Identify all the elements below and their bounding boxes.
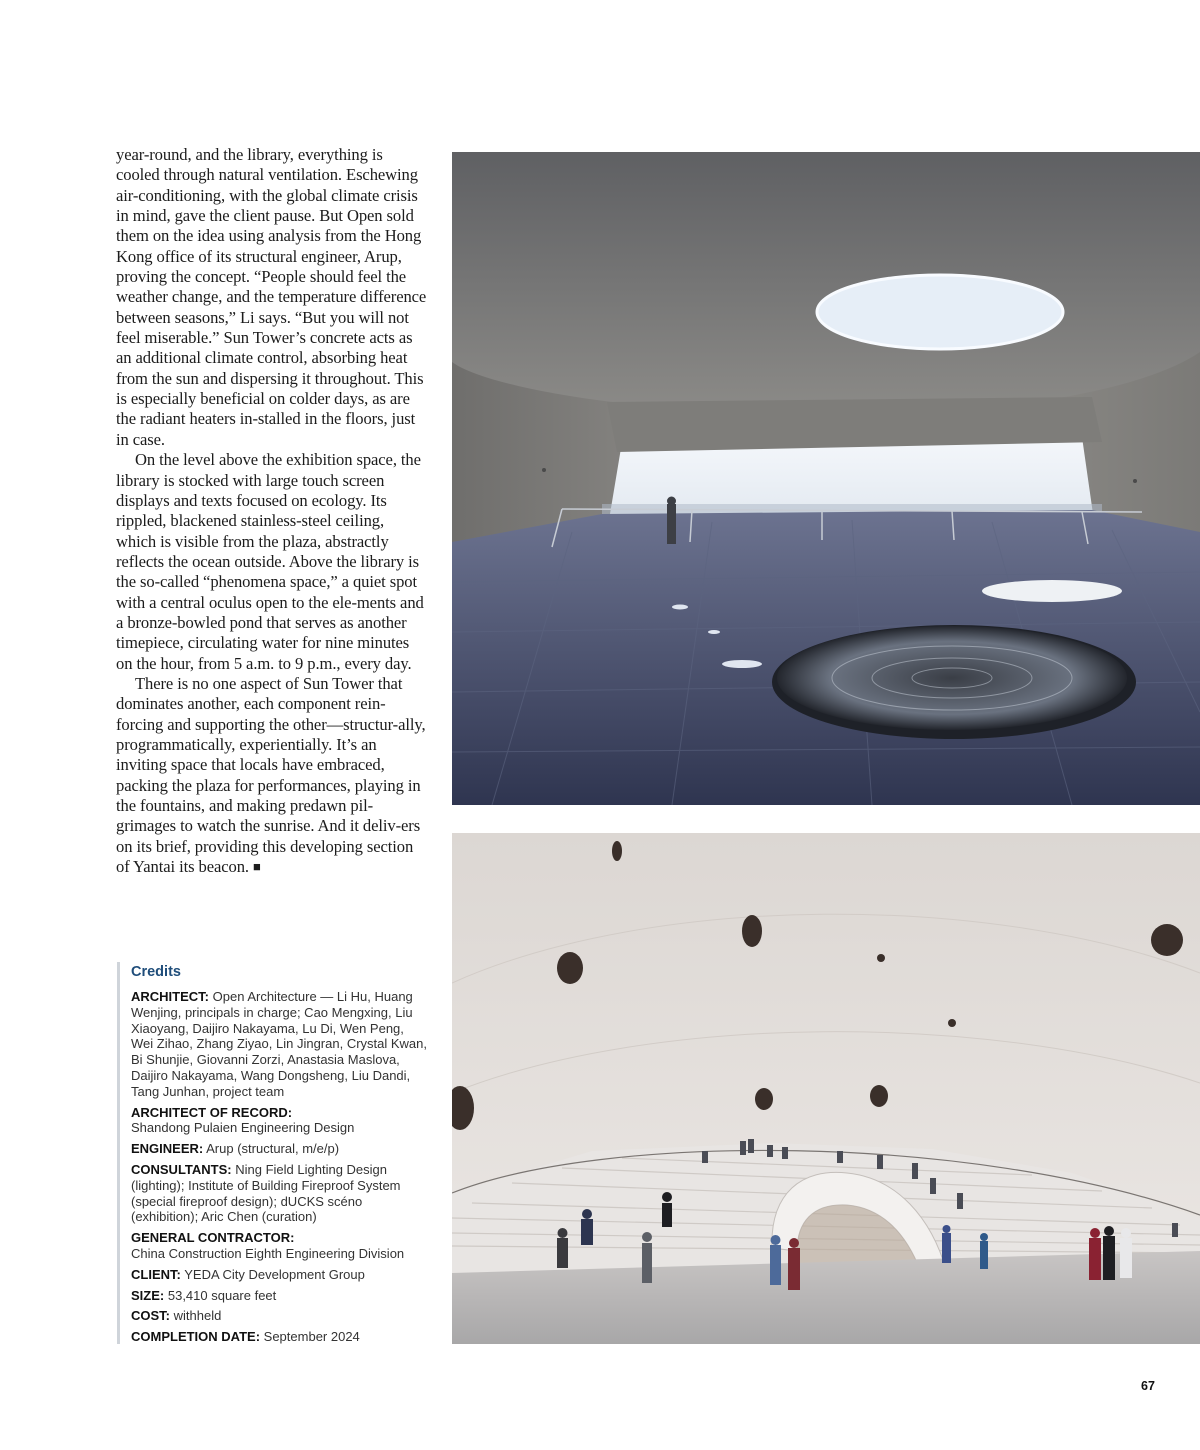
credit-entry-general-contractor [131, 1230, 429, 1262]
article-paragraph: year-round, and the library, everything is cooled through natural ventilation. Eschewing air-conditioning, with the global climate crisis in mind, gave the client pause. But Open sold them on the idea using analysis from the Hong Kong office of its structural engineer, Arup, proving the concept. “People should feel the weather change, and the temperature difference between seasons,” Li says. “But you will not feel miserable.” Sun Tower’s concrete acts as an additional climate control, absorbing heat from the sun and dispersing it throughout. This is especially beneficial on colder days, as are the radiant heaters in-stalled in the floors, just in case. [116, 145, 427, 449]
credit-value: 53,410 square feet [167, 1287, 277, 1303]
credit-entry-consultants [131, 1162, 429, 1225]
credit-value: Ning Field Lighting Design (lighting); Institute of Building Fireproof System (special fireproof design); dUCKS scéno (exhibition); Aric Chen (curation) [131, 1161, 401, 1225]
article-body [116, 145, 428, 877]
credit-label: CLIENT: [131, 1266, 181, 1282]
credit-value: September 2024 [263, 1329, 360, 1345]
credit-value: Shandong Pulaien Engineering Design [131, 1120, 355, 1136]
credit-entry-architect-of-record [131, 1105, 429, 1137]
credit-entry-client [131, 1267, 429, 1283]
photo-amphitheater-interior [452, 833, 1200, 1344]
article-paragraph-text: There is no one aspect of Sun Tower that dominates another, each component rein-forcing and supporting the other—structur-ally, programmatically, experientially. It’s an inviting space that locals have embraced, packing the plaza for performances, playing in the fountains, and making predawn pil-grimages to watch the sunrise. And it deliv-ers on its brief, providing this developing section of Yantai its beacon. [116, 673, 426, 877]
credits-box [117, 962, 429, 1344]
credit-label: ARCHITECT OF RECORD: [131, 1104, 293, 1120]
credit-entry-cost [131, 1308, 429, 1324]
credit-value: withheld [173, 1308, 222, 1324]
credit-label: SIZE: [131, 1287, 165, 1303]
credit-value: Arup (structural, m/e/p) [206, 1141, 340, 1157]
credit-label: COMPLETION DATE: [131, 1329, 261, 1345]
credit-entry-architect [131, 989, 429, 1100]
credit-label: ENGINEER: [131, 1141, 204, 1157]
photo-oculus-ocean-view [452, 152, 1200, 805]
credit-label: ARCHITECT: [131, 989, 209, 1004]
credit-value: Open Architecture — Li Hu, Huang Wenjing, principals in charge; Cao Mengxing, Liu Xiaoyang, Daijiro Nakayama, Lu Di, Wen Peng, Wei Zihao, Zhang Ziyao, Lin Jingran, Crystal Kwan, Bi Shunjie, Giovanni Zorzi, Anastasia Maslova, Daijiro Nakayama, Wang Dongsheng, Liu Dandi, Tang Junhan, project team [131, 989, 428, 1099]
credit-entry-size [131, 1288, 429, 1304]
article-paragraph: On the level above the exhibition space, the library is stocked with large touch screen displays and texts focused on ecology. Its rippled, blackened stainless-steel ceiling, which is visible from the plaza, abstractly reflects the ocean outside. Above the library is the so-called “phenomena space,” a quiet spot with a central oculus open to the ele-ments and a bronze-bowled pond that serves as another timepiece, circulating water for nine minutes on the hour, from 5 a.m. to 9 p.m., every day. [116, 450, 424, 673]
page-number: 67 [1141, 1379, 1155, 1393]
credit-value: YEDA City Development Group [184, 1266, 365, 1282]
credit-value: China Construction Eighth Engineering Division [131, 1245, 405, 1261]
credits-heading: Credits [131, 964, 181, 980]
credit-entry-engineer [131, 1141, 429, 1157]
credit-label: CONSULTANTS: [131, 1161, 232, 1177]
credit-label: COST: [131, 1308, 170, 1324]
credit-label: GENERAL CONTRACTOR: [131, 1230, 295, 1246]
oculus-photo-illustration [452, 152, 1200, 805]
article-paragraph [116, 674, 428, 877]
credit-entry-completion-date [131, 1329, 429, 1345]
amphitheater-photo-illustration [452, 833, 1200, 1344]
end-mark: ■ [253, 859, 261, 875]
